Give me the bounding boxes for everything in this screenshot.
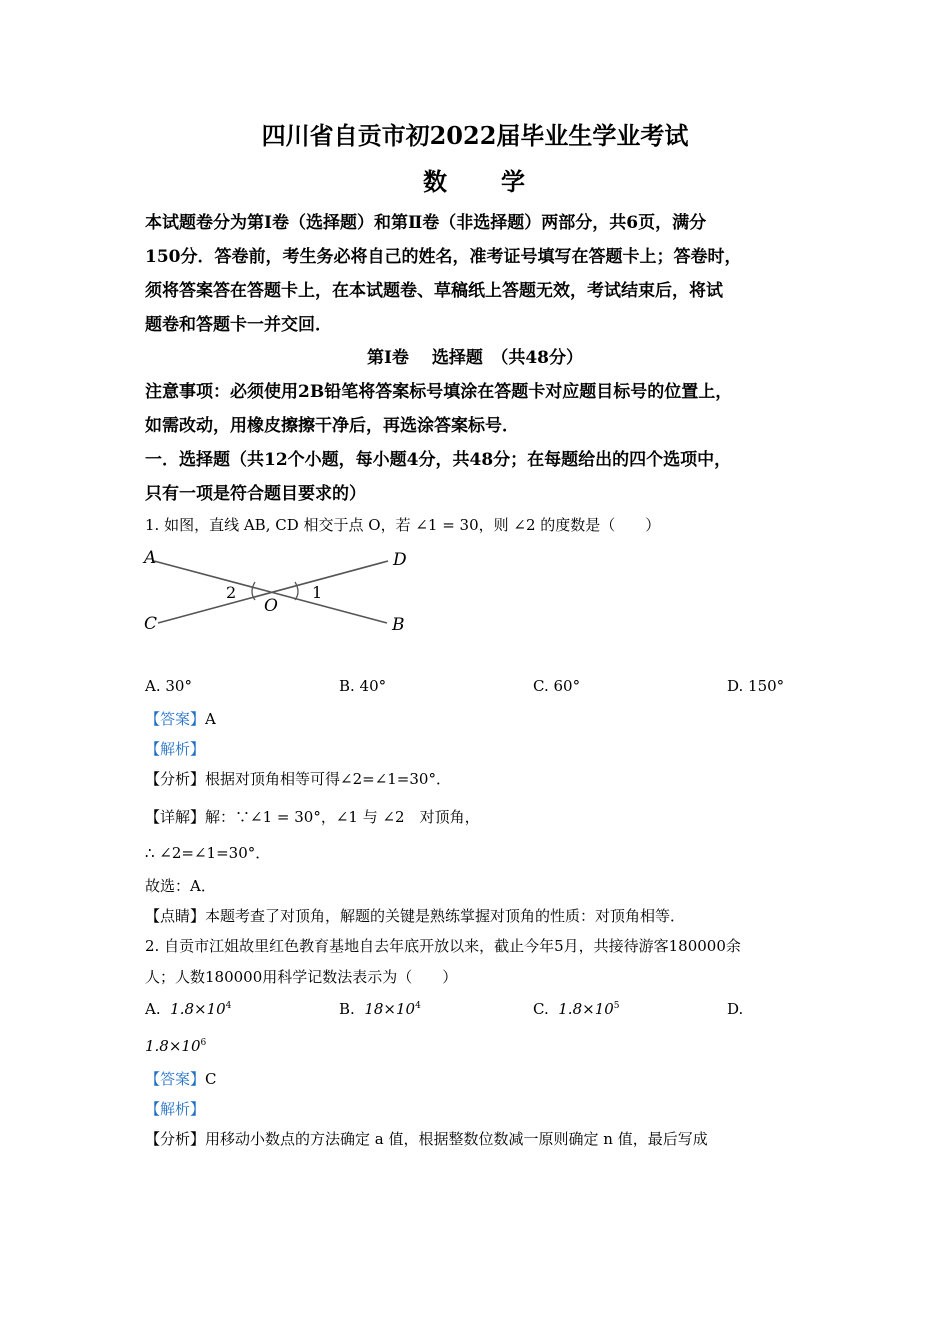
option-exp: 4	[415, 1001, 421, 1011]
notice-line-2: 如需改动，用橡皮擦擦干净后，再选涂答案标号．	[145, 416, 519, 436]
option-base: 1.8×10	[170, 1000, 226, 1018]
option-label: C.	[533, 1000, 549, 1018]
q1-figure	[140, 545, 420, 640]
q1-option-d: D. 150°	[727, 677, 785, 695]
q2-answer	[145, 1068, 217, 1089]
part-title-line-1: 一．选择题（共12个小题，每小题4分，共48分；在每题给出的四个选项中，	[145, 450, 732, 470]
label-c: C	[144, 614, 158, 634]
option-label: A.	[145, 1000, 161, 1018]
xiangjie-text: 解：∵∠1 = 30°，∠1 与 ∠2 对顶角，	[205, 808, 480, 826]
dianjing-tag: 【点睛】	[145, 907, 206, 925]
option-base: 1.8×10	[558, 1000, 614, 1018]
q1-analysis-tag: 【解析】	[145, 740, 206, 758]
answer-value: C	[205, 1070, 217, 1088]
option-exp: 6	[200, 1038, 207, 1048]
dianjing-text: 本题考查了对顶角，解题的关键是熟练掌握对顶角的性质：对顶角相等．	[205, 907, 686, 925]
intro-line-2: 150分．答卷前，考生务必将自己的姓名，准考证号填写在答题卡上；答卷时，	[145, 247, 742, 267]
q1-answer	[145, 708, 216, 729]
q1-option-a: A. 30°	[145, 677, 192, 695]
option-base: 18×10	[364, 1000, 416, 1018]
q1-option-b: B. 40°	[339, 677, 387, 695]
label-angle-1: 1	[312, 583, 323, 602]
q1-stem: 1. 如图，直线 AB, CD 相交于点 O，若 ∠1 = 30，则 ∠2 的度数是（ ）	[145, 516, 661, 534]
fenxi-tag: 【分析】	[145, 1130, 206, 1148]
option-label: B.	[339, 1000, 355, 1018]
label-a: A	[144, 548, 157, 568]
option-base: 1.8×10	[145, 1037, 201, 1055]
q2-fenxi	[145, 1128, 708, 1149]
option-exp: 4	[225, 1001, 232, 1011]
intro-line-4: 题卷和答题卡一并交回．	[145, 315, 332, 335]
answer-tag: 【答案】	[145, 710, 206, 728]
label-o: O	[264, 596, 278, 616]
q1-option-c: C. 60°	[533, 677, 581, 695]
label-angle-2: 2	[226, 583, 237, 602]
intro-line-3: 须将答案答在答题卡上，在本试题卷、草稿纸上答题无效，考试结束后，将试	[145, 281, 723, 301]
notice-line-1: 注意事项：必须使用2B铅笔将答案标号填涂在答题卡对应题目标号的位置上，	[145, 382, 733, 402]
q2-stem-line-2: 人；人数180000用科学记数法表示为（ ）	[145, 968, 458, 986]
q2-option-d-value	[145, 1037, 206, 1055]
option-label: D.	[727, 1000, 744, 1018]
q1-xiangjie	[145, 806, 480, 827]
section-heading: 第Ⅰ卷 选择题 （共48分）	[366, 348, 584, 368]
subject-title: 数 学	[423, 167, 527, 196]
fenxi-text: 用移动小数点的方法确定 a 值，根据整数位数减一原则确定 n 值，最后写成	[205, 1130, 708, 1148]
answer-tag: 【答案】	[145, 1070, 206, 1088]
option-exp: 5	[613, 1001, 620, 1011]
q2-analysis-tag: 【解析】	[145, 1100, 206, 1118]
answer-value: A	[205, 710, 216, 728]
q1-choose: 故选：A．	[145, 877, 216, 895]
q1-fenxi	[145, 768, 451, 789]
label-b: B	[392, 615, 405, 635]
q2-option-c	[533, 1000, 620, 1018]
fenxi-text: 根据对顶角相等可得∠2=∠1=30°．	[205, 770, 451, 788]
q2-option-b	[339, 1000, 421, 1018]
q2-stem-line-1: 2. 自贡市江姐故里红色教育基地自去年底开放以来，截止今年5月，共接待游客180000余	[145, 937, 741, 955]
q2-option-d	[727, 1000, 743, 1018]
q2-option-a	[145, 1000, 231, 1018]
exam-title: 四川省自贡市初2022届毕业生学业考试	[261, 121, 689, 150]
part-title-line-2: 只有一项是符合题目要求的）	[145, 484, 366, 504]
fenxi-tag: 【分析】	[145, 770, 206, 788]
q1-dianjing	[145, 905, 685, 926]
q1-therefore: ∴ ∠2=∠1=30°．	[145, 844, 271, 862]
label-d: D	[393, 550, 407, 570]
xiangjie-tag: 【详解】	[145, 808, 206, 826]
intro-line-1: 本试题卷分为第Ⅰ卷（选择题）和第Ⅱ卷（非选择题）两部分，共6页，满分	[145, 213, 707, 233]
